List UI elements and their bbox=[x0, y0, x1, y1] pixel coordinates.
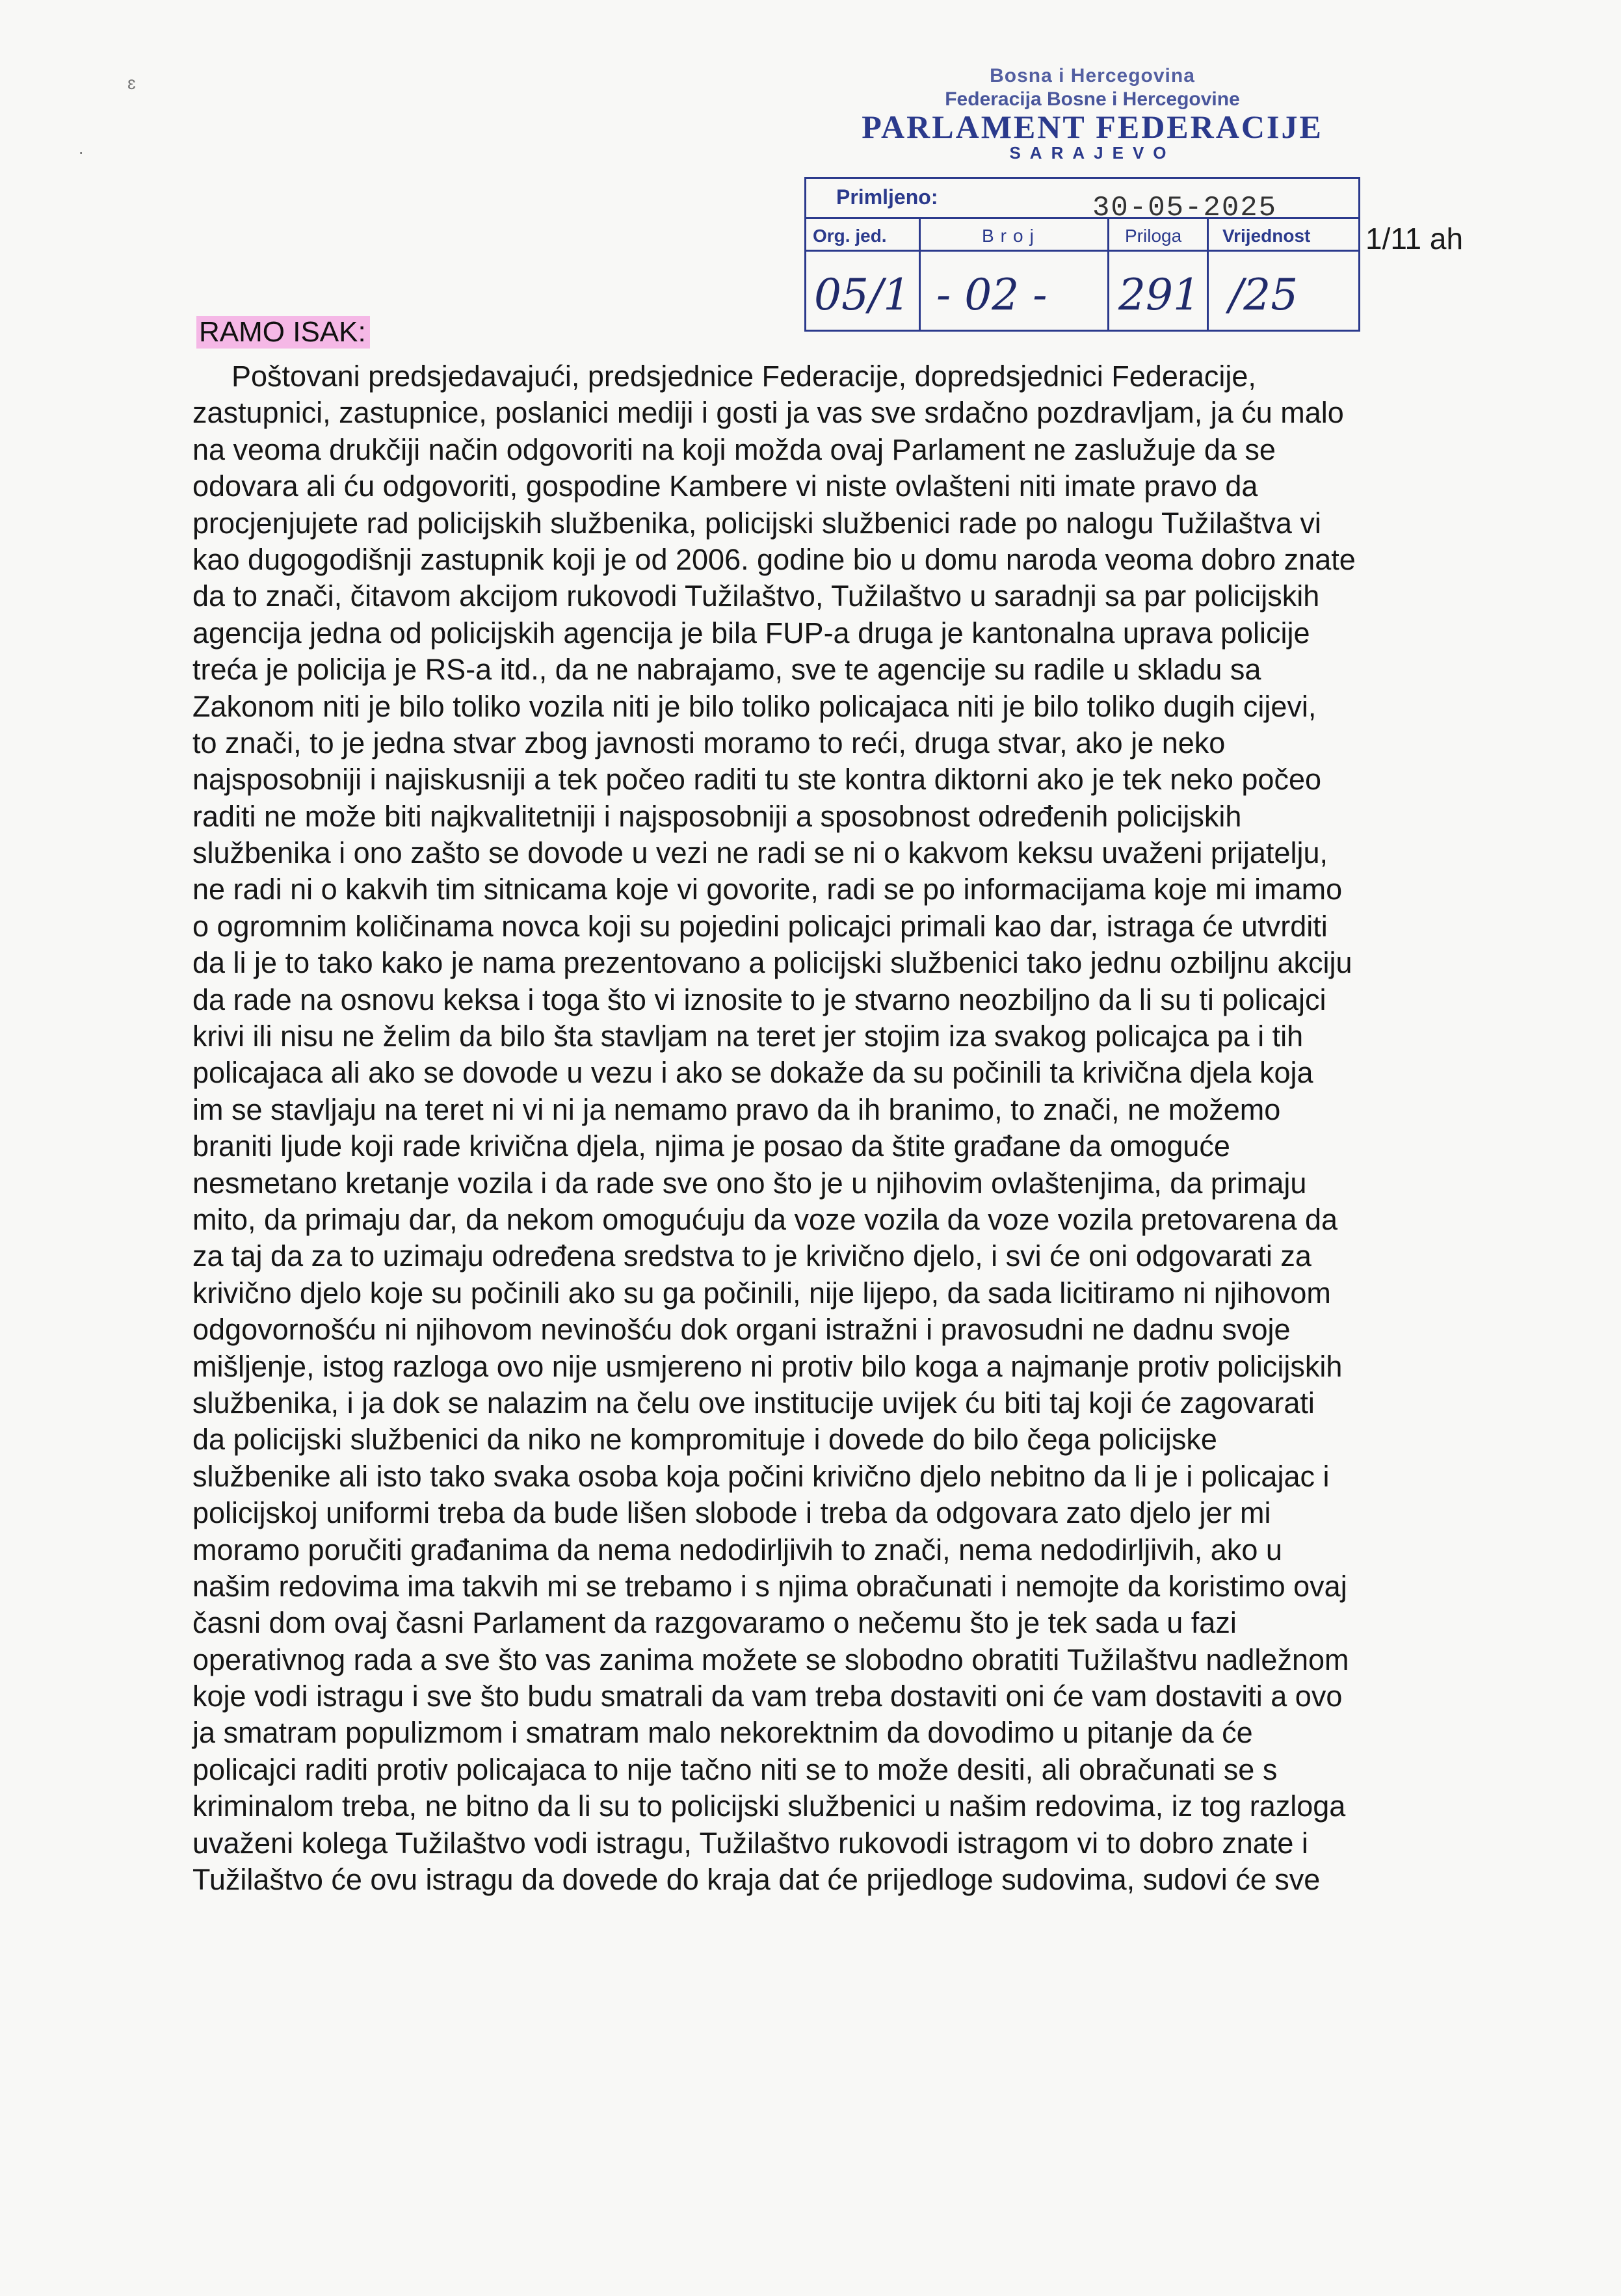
speech-line: Zakonom niti je bilo toliko vozila niti je bilo toliko policajaca niti je bilo toliko dugih cijevi, bbox=[192, 689, 1317, 723]
handwritten-priloga-value: 291 bbox=[1118, 270, 1200, 320]
speech-line: za taj da za to uzimaju određena sredstva to je krivično djelo, i svi će oni odgovarati za bbox=[192, 1239, 1311, 1273]
speech-line: najsposobniji i najiskusniji a tek počeo raditi tu ste kontra diktorni ako je tek neko počeo bbox=[192, 763, 1321, 797]
speech-line: kao dugogodišnji zastupnik koji je od 2006. godine bio u domu naroda veoma dobro znate bbox=[192, 542, 1356, 576]
speech-line: zastupnici, zastupnice, poslanici mediji i gosti ja vas sve srdačno pozdravljam, ja ću malo bbox=[192, 396, 1344, 430]
registry-stamp-table bbox=[804, 177, 1360, 332]
column-vrijednost-label: Vrijednost bbox=[1222, 226, 1311, 246]
speech-line: na veoma drukčiji način odgovoriti na koji možda ovaj Parlament ne zaslužuje da se bbox=[192, 432, 1276, 466]
speech-line: treća je policija je RS-a itd., da ne nabrajamo, sve te agencije su radile u skladu sa bbox=[192, 653, 1261, 687]
speech-line: to znači, to je jedna stvar zbog javnosti moramo to reći, druga stvar, ako je neko bbox=[192, 726, 1226, 759]
speech-line: ja smatram populizmom i smatram malo nekorektnim da dovodimo u pitanje da će bbox=[192, 1716, 1253, 1750]
speech-line: policajci raditi protiv policajaca to nije tačno niti se to može desiti, ali obračunati se s bbox=[192, 1752, 1278, 1786]
speech-line: odovara ali ću odgovoriti, gospodine Kambere vi niste ovlašteni niti imate pravo da bbox=[192, 469, 1258, 503]
speech-line: braniti ljude koji rade krivična djela, njima je posao da štite građane da omoguće bbox=[192, 1129, 1230, 1163]
speech-line: uvaženi kolega Tužilaštvo vodi istragu, Tužilaštvo rukovodi istragom vi to dobro znate i bbox=[192, 1826, 1308, 1860]
speech-line: moramo poručiti građanima da nema nedodirljivih to znači, nema nedodirljivih, ako u bbox=[192, 1533, 1282, 1566]
speech-line: da li je to tako kako je nama prezentovano a policijski službenici tako jednu ozbiljnu akciju bbox=[192, 946, 1352, 980]
speech-line: mišljenje, istog razloga ovo nije usmjereno ni protiv bilo koga a najmanje protiv policijskih bbox=[192, 1349, 1343, 1383]
stamp-entity: Federacija Bosne i Hercegovine bbox=[945, 88, 1240, 110]
received-label: Primljeno: bbox=[836, 185, 938, 209]
speech-line: krivično djelo koje su počinili ako su ga počinili, nije lijepo, da sada licitiramo ni njihovom bbox=[192, 1276, 1331, 1310]
column-broj-label: Broj bbox=[982, 226, 1040, 246]
speech-line: odgovornošću ni njihovom nevinošću dok organi istražni i pravosudni ne dadnu svoje bbox=[192, 1313, 1291, 1347]
parliament-stamp bbox=[806, 65, 1378, 163]
speech-line: da to znači, čitavom akcijom rukovodi Tužilaštvo, Tužilaštvo u saradnji sa par policijskih bbox=[192, 579, 1320, 613]
speech-line: agencija jedna od policijskih agencija je bila FUP-a druga je kantonalna uprava policije bbox=[192, 616, 1310, 650]
speech-line: raditi ne može biti najkvalitetniji i najsposobniji a sposobnost određenih policijskih bbox=[192, 799, 1242, 833]
page-number: 1/11 ah bbox=[1365, 222, 1464, 256]
scan-mark: ɛ bbox=[127, 73, 136, 93]
speech-line: da rade na osnovu keksa i toga što vi iznosite to je stvarno neozbiljno da li su ti policajci bbox=[192, 983, 1326, 1016]
speech-line: policajaca ali ako se dovode u vezu i ako se dokaže da su počinili ta krivična djela koja bbox=[192, 1056, 1313, 1090]
speech-line: kriminalom treba, ne bitno da li su to policijski službenici u našim redovima, iz tog razloga bbox=[192, 1789, 1346, 1823]
speech-line: operativnog rada a sve što vas zanima možete se slobodno obratiti Tužilaštvu nadležnom bbox=[192, 1643, 1349, 1676]
stamp-institution: PARLAMENT FEDERACIJE bbox=[862, 109, 1323, 145]
speech-line: im se stavljaju na teret ni vi ni ja nemamo pravo da ih branimo, to znači, ne možemo bbox=[192, 1092, 1281, 1126]
stamp-city: SARAJEVO bbox=[1009, 143, 1176, 163]
column-priloga-label: Priloga bbox=[1125, 226, 1182, 246]
stamp-country: Bosna i Hercegovina bbox=[990, 65, 1195, 86]
registry-header-row bbox=[806, 179, 1358, 224]
speaker-name: RAMO ISAK: bbox=[196, 316, 370, 349]
received-date: 30-05-2025 bbox=[1092, 192, 1278, 224]
speech-line: službenika i ono zašto se dovode u vezi ne radi se ni o kakvom keksu uvaženi prijatelju, bbox=[192, 836, 1328, 870]
speech-line: policijskoj uniformi treba da bude lišen slobode i treba da odgovara zato djelo jer mi bbox=[192, 1496, 1271, 1530]
speech-line: našim redovima ima takvih mi se trebamo i s njima obračunati i nemojte da koristimo ovaj bbox=[192, 1569, 1347, 1603]
scan-mark: · bbox=[78, 142, 85, 162]
speech-line: službenike ali isto tako svaka osoba koja počini krivično djelo nebitno da li je i policajac i bbox=[192, 1459, 1330, 1493]
handwritten-vrijednost-value: /25 bbox=[1229, 270, 1298, 320]
speech-line: ne radi ni o kakvih tim sitnicama koje vi govorite, radi se po informacijama koje mi imamo bbox=[192, 873, 1343, 906]
speech-line: krivi ili nisu ne želim da bilo šta stavljam na teret jer stojim iza svakog policajca pa i tih bbox=[192, 1020, 1304, 1053]
speech-line: o ogromnim količinama novca koji su pojedini policajci primali kao dar, istraga će utvrditi bbox=[192, 909, 1328, 943]
speech-line: nesmetano kretanje vozila i da rade sve ono što je u njihovim ovlaštenjima, da primaju bbox=[192, 1166, 1307, 1200]
handwritten-org-value: 05/1 bbox=[814, 270, 911, 320]
speech-line: časni dom ovaj časni Parlament da razgovaramo o nečemu što je tek sada u fazi bbox=[192, 1606, 1237, 1640]
speech-line: Poštovani predsjedavajući, predsjednice Federacije, dopredsjednici Federacije, bbox=[231, 360, 1256, 393]
speech-line: da policijski službenici da niko ne kompromituje i dovede do bilo čega policijske bbox=[192, 1423, 1217, 1457]
speech-line: procjenjujete rad policijskih službenika, policijski službenici rade po nalogu Tužilaštva vi bbox=[192, 506, 1321, 540]
column-org-label: Org. jed. bbox=[813, 226, 887, 246]
handwritten-broj-value: - 02 - bbox=[936, 270, 1048, 320]
speech-line: mito, da primaju dar, da nekom omogućuju da voze vozila da voze vozila pretovarena da bbox=[192, 1202, 1338, 1236]
speech-line: službenika, i ja dok se nalazim na čelu ove institucije uvijek ću biti taj koji će zagovarati bbox=[192, 1386, 1315, 1419]
speech-text bbox=[192, 358, 1480, 1898]
speech-line: Tužilaštvo će ovu istragu da dovede do kraja dat će prijedloge sudovima, sudovi će sve bbox=[192, 1863, 1321, 1897]
speech-line: koje vodi istragu i sve što budu smatrali da vam treba dostaviti oni će vam dostaviti a ovo bbox=[192, 1680, 1343, 1713]
